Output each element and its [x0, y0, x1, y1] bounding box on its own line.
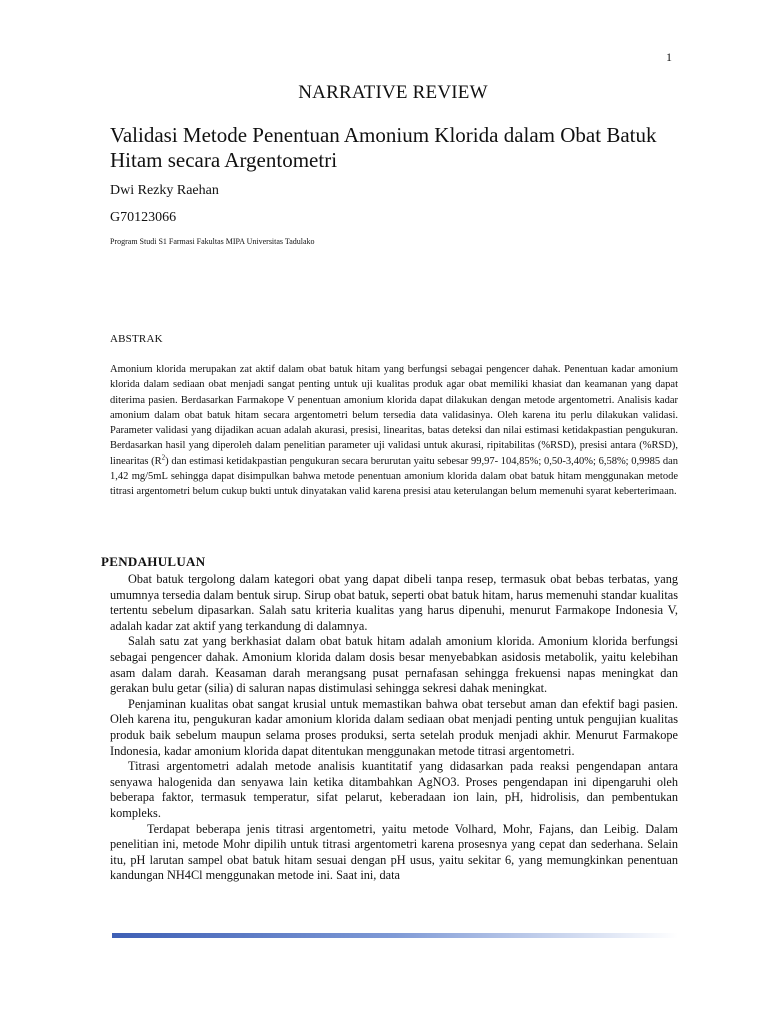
paper-title: Validasi Metode Penentuan Amonium Klorida dalam Obat Batuk Hitam secara Argentometri [110, 123, 657, 172]
intro-paragraph: Penjaminan kualitas obat sangat krusial untuk memastikan bahwa obat tersebut aman dan efektif bagi pasien. Oleh karena itu, pengukuran kadar amonium klorida dalam sediaan obat menjadi penting untuk pengujian kualitas produk baik sebelum maupun selama proses produksi, serta setelah produk menjadi akhir. Menurut Farmakope Indonesia, kadar amonium klorida dapat ditentukan menggunakan metode titrasi argentometri. [110, 696, 678, 758]
abstract-body [110, 362, 678, 500]
introduction-body [110, 572, 678, 884]
affiliation: Program Studi S1 Farmasi Fakultas MIPA Universitas Tadulako [110, 237, 315, 246]
review-type-label: NARRATIVE REVIEW [298, 82, 488, 103]
student-id: G70123066 [110, 210, 177, 225]
footer-gradient-bar [112, 933, 678, 938]
intro-paragraph: Titrasi argentometri adalah metode analisis kuantitatif yang didasarkan pada reaksi pengendapan antara senyawa halogenida dan senyawa lain ketika ditambahkan AgNO3. Proses pengendapan ini dipengaruhi oleh beberapa faktor, termasuk temperatur, sifat pelarut, keberadaan ion lain, pH, hidrolisis, dan pembentukan kompleks. [110, 759, 678, 820]
author-name: Dwi Rezky Raehan [110, 183, 219, 198]
page-number: 1 [666, 50, 672, 64]
intro-paragraph: Obat batuk tergolong dalam kategori obat yang dapat dibeli tanpa resep, termasuk obat bebas terbatas, yang umumnya tersedia dalam bentuk sirup. Sirup obat batuk, seperti obat batuk hitam, harus memenuhi standar kualitas tertentu sebelum dipasarkan. Salah satu kriteria kualitas yang harus dipenuhi, menurut Farmakope Indonesia V, adalah kadar zat aktif yang terkandung di dalamnya. [110, 572, 678, 633]
abstract-text-part-2: ) dan estimasi ketidakpastian pengukuran secara berurutan yaitu sebesar 99,97- 104,85%; 0,50-3,40%; 6,58%; 0,9985 dan 1,42 mg/5mL sehingga dapat disimpulkan bahwa metode penentuan amonium klorida dalam obat batuk hitam menggunakan metode titrasi argentometri belum cukup bukti untuk dinyatakan valid karena presisi atau keterulangan belum memenuhi syarat keberterimaan. [110, 455, 679, 498]
section-heading-introduction: PENDAHULUAN [101, 554, 206, 569]
abstract-heading: ABSTRAK [110, 333, 163, 345]
intro-paragraph: Terdapat beberapa jenis titrasi argentometri, yaitu metode Volhard, Mohr, Fajans, dan Leibig. Dalam penelitian ini, metode Mohr dipilih untuk titrasi argentometri karena prosesnya yang cepat dan sederhana. Selain itu, pH larutan sampel obat batuk hitam sesuai dengan pH usus, yaitu sekitar 6, yang memungkinkan penentuan kandungan NH4Cl menggunakan metode ini. Saat ini, data [110, 821, 678, 883]
intro-paragraph: Salah satu zat yang berkhasiat dalam obat batuk hitam adalah amonium klorida. Amonium klorida berfungsi sebagai pengencer dahak. Amonium klorida dalam dosis besar menyebabkan asidosis metabolik, yaitu kelebihan asam dalam darah. Keasaman darah merangsang pusat pernafasan sehingga frekuensi napas meningkat dan gerakan bulu getar (silia) di saluran napas distimulasi sehingga sekresi dahak meningkat. [110, 634, 678, 696]
abstract-text-part-1: Amonium klorida merupakan zat aktif dalam obat batuk hitam yang berfungsi sebagai pengencer dahak. Penentuan kadar amonium klorida dalam sediaan obat menjadi sangat penting untuk uji kualitas produk agar obat memiliki khasiat dan keamanan yang dapat diterima pasien. Berdasarkan Farmakope V penentuan amonium klorida dapat dilakukan dengan metode argentometri. Analisis kadar amonium dalam obat batuk hitam secara argentometri belum tersedia data validasinya. Oleh karena itu perlu dilakukan validasi. Parameter validasi yang dijadikan acuan adalah akurasi, presisi, linearitas, batas deteksi dan nilai estimasi ketidakpastian pengukuran. Berdasarkan hasil yang diperoleh dalam penelitian parameter uji validasi untuk akurasi, ripitabilitas (%RSD), presisi antara (%RSD), linearitas (R [110, 364, 678, 467]
abstract-superscript: 2 [161, 453, 166, 462]
